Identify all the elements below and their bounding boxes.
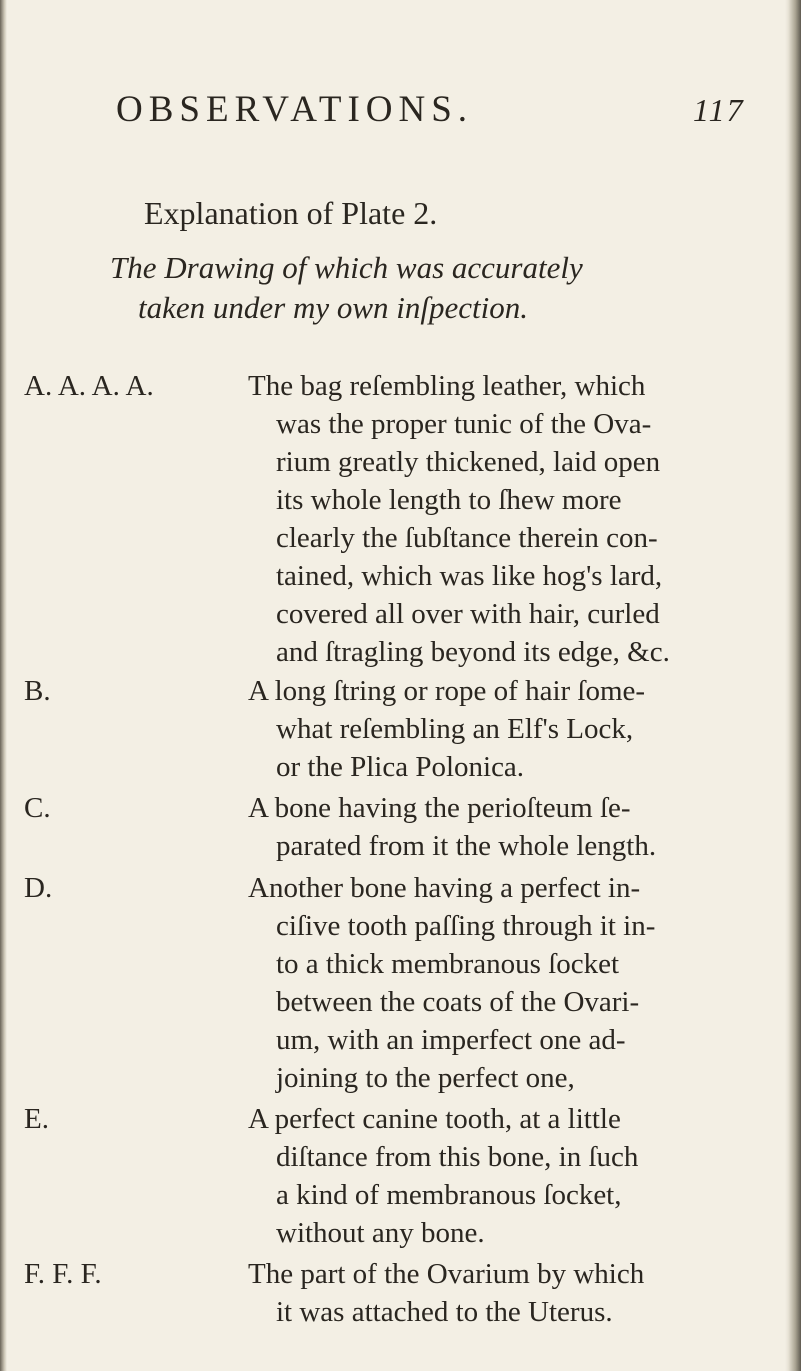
entry-a-line: rium greatly thickened, laid open — [276, 446, 661, 478]
page-right-edge — [785, 0, 801, 1371]
entry-c-line: A bone having the perioſteum ſe- — [248, 792, 631, 824]
subtitle-line: The Drawing of which was accurately — [110, 250, 583, 285]
running-head: OBSERVATIONS. — [116, 89, 474, 130]
entry-d-line: between the coats of the Ovari- — [276, 986, 640, 1018]
entry-b-line: what reſembling an Elf's Lock, — [276, 713, 634, 745]
entry-d-line: um, with an imperfect one ad- — [276, 1024, 626, 1056]
entry-label-d: D. — [24, 872, 53, 904]
subtitle-line: taken under my own inſpection. — [138, 290, 528, 325]
page-number: 117 — [693, 92, 745, 128]
entry-label-b: B. — [24, 675, 51, 707]
entry-f-line: The part of the Ovarium by which — [248, 1258, 645, 1290]
entry-e-line: A perfect canine tooth, at a little — [248, 1103, 621, 1135]
entry-d-line: joining to the perfect one, — [276, 1062, 575, 1094]
entry-a-line: The bag reſembling leather, which — [248, 370, 646, 402]
entry-a-line: its whole length to ſhew more — [276, 484, 622, 516]
entry-label-f: F. F. F. — [24, 1258, 102, 1290]
entry-d-line: Another bone having a perfect in- — [248, 872, 641, 904]
entry-label-e: E. — [24, 1103, 49, 1135]
entry-e-line: diſtance from this bone, in ſuch — [276, 1141, 639, 1173]
entry-d-line: ciſive tooth paſſing through it in- — [276, 910, 656, 942]
entry-a-line: clearly the ſubſtance therein con- — [276, 522, 658, 554]
entry-e-line: a kind of membranous ſocket, — [276, 1179, 622, 1211]
entry-f-line: it was attached to the Uterus. — [276, 1296, 613, 1328]
entry-e-line: without any bone. — [276, 1217, 485, 1249]
entry-b-line: or the Plica Polonica. — [276, 751, 525, 783]
entry-c-line: parated from it the whole length. — [276, 830, 657, 862]
page-left-edge — [0, 0, 7, 1371]
entry-a-line: covered all over with hair, curled — [276, 598, 660, 630]
plate-title: Explanation of Plate 2. — [144, 195, 438, 231]
entry-a-line: was the proper tunic of the Ova- — [276, 408, 652, 440]
entry-a-line: tained, which was like hog's lard, — [276, 560, 663, 592]
entry-a-line: and ſtragling beyond its edge, &c. — [276, 636, 670, 668]
entry-label-a: A. A. A. A. — [24, 370, 154, 402]
entry-label-c: C. — [24, 792, 51, 824]
entry-b-line: A long ſtring or rope of hair ſome- — [248, 675, 646, 707]
entry-d-line: to a thick membranous ſocket — [276, 948, 620, 980]
